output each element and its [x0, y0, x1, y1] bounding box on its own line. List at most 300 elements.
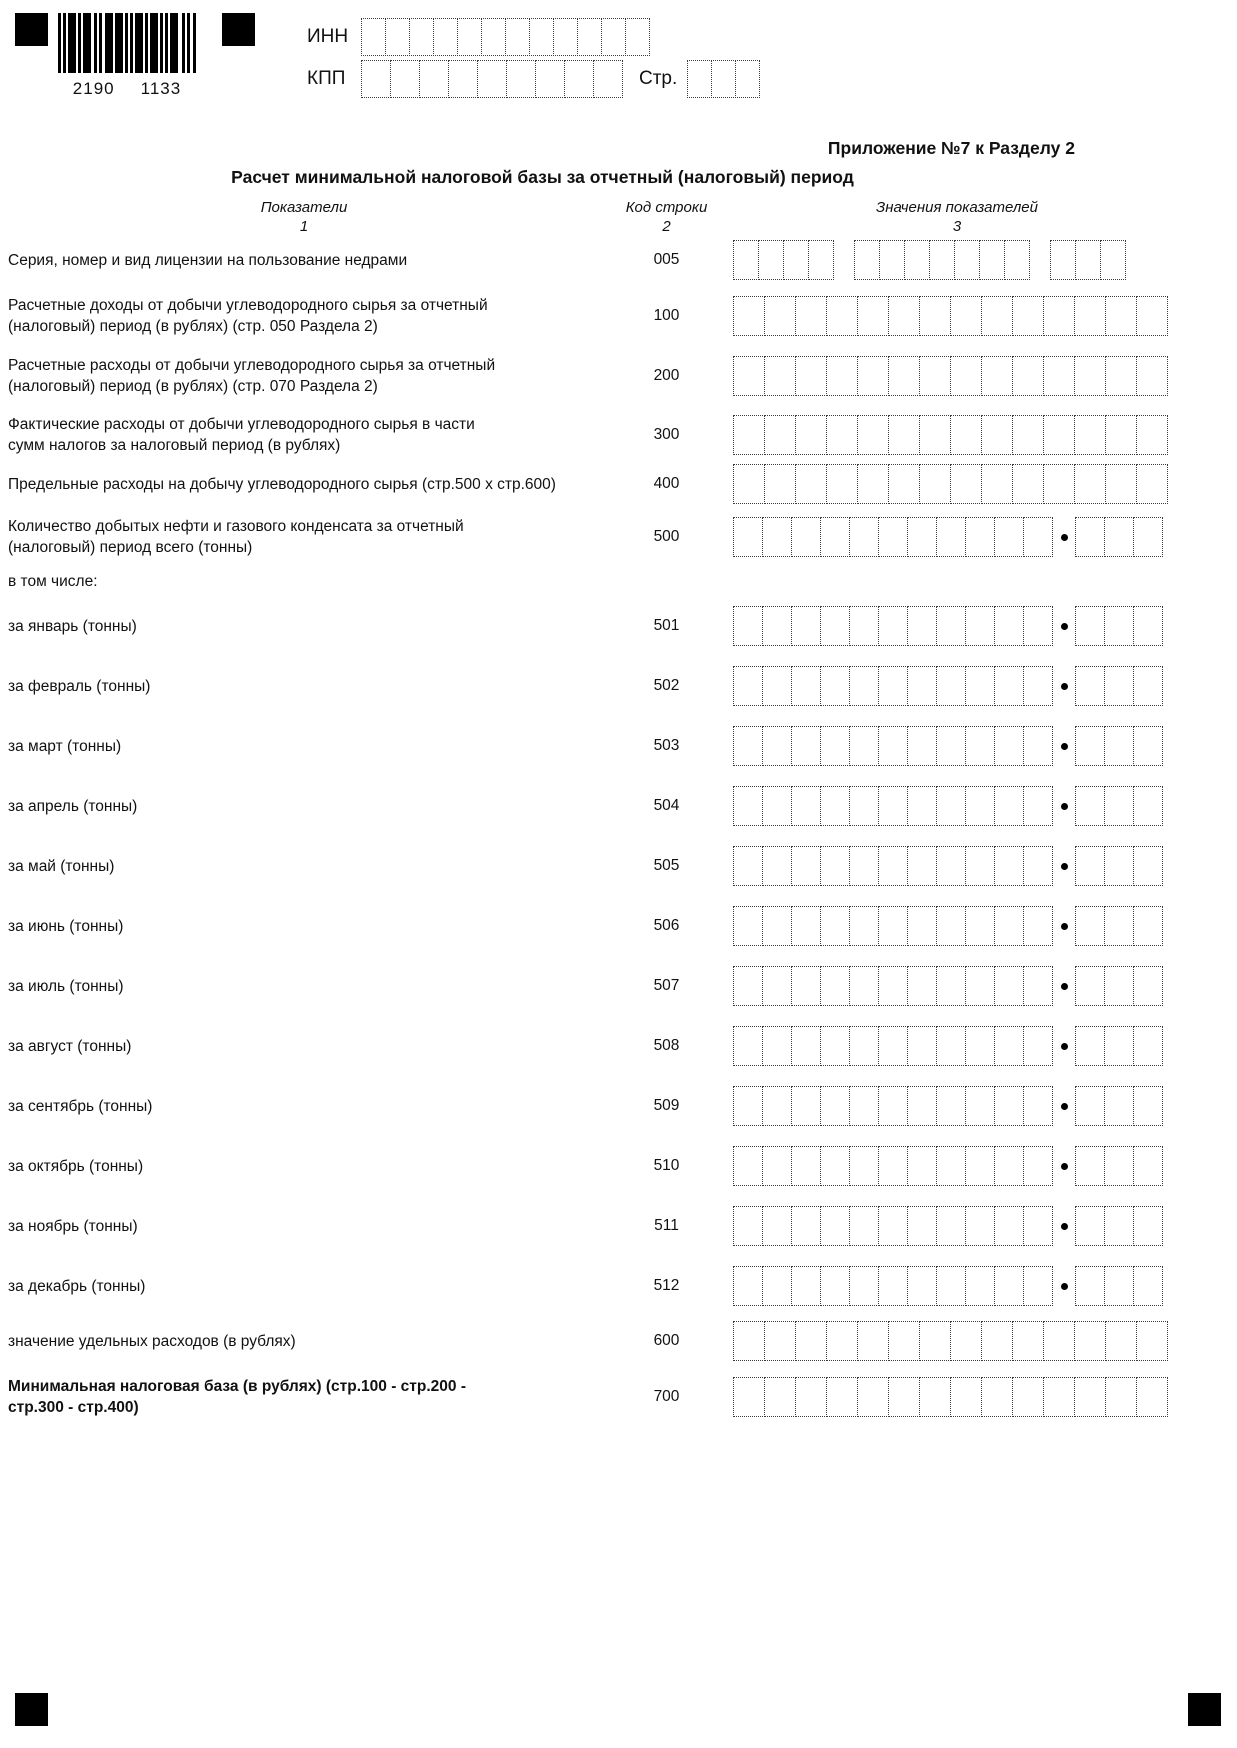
form-row-507 — [8, 966, 1229, 1006]
input-cell — [762, 606, 792, 646]
input-cell — [1105, 1377, 1137, 1417]
input-cell — [820, 966, 850, 1006]
input-cell — [878, 726, 908, 766]
input-cell — [795, 1377, 827, 1417]
row-label: Расчетные доходы от добычи углеводородного сырья за отчетный (налоговый) период (в рублях) (стр. 050 Раздела 2) — [8, 297, 488, 335]
input-cell — [965, 1146, 995, 1186]
form-row-500 — [8, 516, 1229, 558]
input-cell — [994, 1266, 1024, 1306]
input-cell — [849, 1146, 879, 1186]
value-field-507[interactable] — [733, 966, 1229, 1006]
column-header-indicators-label: Показатели — [260, 199, 348, 216]
input-cell — [1133, 846, 1163, 886]
input-cell — [936, 606, 966, 646]
appendix-heading: Приложение №7 к Разделу 2 — [827, 138, 1075, 158]
input-cell — [795, 415, 827, 455]
input-cell — [965, 786, 995, 826]
input-cell — [965, 966, 995, 1006]
input-cell — [733, 1026, 763, 1066]
column-header-values-label: Значения показателей — [875, 199, 1038, 216]
input-cell — [791, 726, 821, 766]
form-row-200 — [8, 355, 1229, 397]
input-cell — [735, 60, 760, 98]
input-cell — [762, 906, 792, 946]
kpp-field[interactable] — [361, 60, 623, 98]
input-cell — [936, 666, 966, 706]
input-cell — [1043, 356, 1075, 396]
row-label: Количество добытых нефти и газового конденсата за отчетный (налоговый) период всего (тонны) — [8, 518, 464, 556]
cell-group — [1050, 240, 1126, 280]
input-cell — [1004, 240, 1030, 280]
input-cell — [1023, 517, 1053, 557]
input-cell — [1105, 356, 1137, 396]
input-cell — [965, 846, 995, 886]
registration-mark-bottom-right — [1188, 1693, 1221, 1726]
decimal-point — [1053, 1146, 1075, 1186]
input-cell — [1023, 1206, 1053, 1246]
input-cell — [1136, 464, 1168, 504]
input-cell — [936, 1146, 966, 1186]
input-cell — [965, 1026, 995, 1066]
row-label: за сентябрь (тонны) — [8, 1097, 153, 1115]
input-cell — [808, 240, 834, 280]
input-cell — [1133, 606, 1163, 646]
input-cell — [1104, 726, 1134, 766]
input-cell — [1043, 464, 1075, 504]
input-cell — [762, 726, 792, 766]
input-cell — [820, 666, 850, 706]
input-cell — [791, 1146, 821, 1186]
input-cell — [1023, 786, 1053, 826]
inn-field[interactable] — [361, 18, 650, 56]
input-cell — [448, 60, 478, 98]
input-cell — [1136, 356, 1168, 396]
input-cell — [954, 240, 980, 280]
cell-group — [733, 464, 1168, 504]
form-row-510 — [8, 1146, 1229, 1186]
input-cell — [981, 464, 1013, 504]
input-cell — [1105, 415, 1137, 455]
input-cell — [1075, 1146, 1105, 1186]
input-cell — [907, 846, 937, 886]
input-cell — [936, 1266, 966, 1306]
input-cell — [981, 296, 1013, 336]
input-cell — [857, 1377, 889, 1417]
input-cell — [795, 356, 827, 396]
decimal-point — [1053, 1266, 1075, 1306]
input-cell — [1012, 464, 1044, 504]
cell-group — [1075, 786, 1163, 826]
form-row-400 — [8, 464, 1229, 504]
value-field-510[interactable] — [733, 1146, 1229, 1186]
input-cell — [795, 296, 827, 336]
input-cell — [1023, 726, 1053, 766]
input-cell — [950, 1377, 982, 1417]
cell-group — [1075, 966, 1163, 1006]
row-code: 503 — [653, 737, 680, 754]
input-cell — [965, 1206, 995, 1246]
decimal-point — [1053, 786, 1075, 826]
input-cell — [907, 726, 937, 766]
value-field-512[interactable] — [733, 1266, 1229, 1306]
cell-group — [733, 786, 1053, 826]
input-cell — [878, 966, 908, 1006]
input-cell — [907, 1086, 937, 1126]
input-cell — [907, 1206, 937, 1246]
cell-group — [733, 296, 1168, 336]
form-row-503 — [8, 726, 1229, 766]
input-cell — [477, 60, 507, 98]
input-cell — [1023, 1266, 1053, 1306]
input-cell — [733, 464, 765, 504]
cell-group — [733, 606, 1053, 646]
input-cell — [994, 966, 1024, 1006]
input-cell — [981, 1377, 1013, 1417]
input-cell — [764, 296, 796, 336]
input-cell — [854, 240, 880, 280]
value-field-200[interactable] — [733, 356, 1229, 396]
input-cell — [1023, 606, 1053, 646]
barcode-image — [58, 13, 196, 73]
input-cell — [994, 1086, 1024, 1126]
row-label: за февраль (тонны) — [8, 677, 151, 695]
page-number-field[interactable] — [687, 60, 760, 98]
input-cell — [1012, 415, 1044, 455]
input-cell — [936, 517, 966, 557]
value-field-501[interactable] — [733, 606, 1229, 646]
input-cell — [529, 18, 554, 56]
cell-group — [1075, 1146, 1163, 1186]
input-cell — [979, 240, 1005, 280]
input-cell — [994, 517, 1024, 557]
column-header-indicators — [8, 198, 600, 236]
value-field-500[interactable] — [733, 517, 1229, 557]
value-field-511[interactable] — [733, 1206, 1229, 1246]
row-code: 501 — [653, 617, 680, 634]
input-cell — [878, 1266, 908, 1306]
input-cell — [733, 606, 763, 646]
input-cell — [564, 60, 594, 98]
form-row-300 — [8, 414, 1229, 456]
input-cell — [888, 1377, 920, 1417]
barcode-numbers — [57, 79, 197, 99]
column-header-indicators-number: 1 — [299, 218, 309, 235]
input-cell — [1104, 906, 1134, 946]
value-field-600[interactable] — [733, 1321, 1229, 1361]
input-cell — [1075, 666, 1105, 706]
input-cell — [733, 846, 763, 886]
registration-mark-top-left — [15, 13, 48, 46]
input-cell — [762, 1086, 792, 1126]
input-cell — [936, 966, 966, 1006]
input-cell — [791, 517, 821, 557]
input-cell — [361, 60, 391, 98]
input-cell — [919, 296, 951, 336]
row-code: 300 — [653, 426, 680, 443]
row-code: 400 — [653, 475, 680, 492]
input-cell — [919, 464, 951, 504]
input-cell — [907, 1266, 937, 1306]
input-cell — [994, 606, 1024, 646]
decimal-point — [1053, 906, 1075, 946]
input-cell — [577, 18, 602, 56]
cell-group — [733, 906, 1053, 946]
input-cell — [1133, 1086, 1163, 1126]
row-code: 508 — [653, 1037, 680, 1054]
input-cell — [849, 1086, 879, 1126]
input-cell — [791, 786, 821, 826]
page-label: Стр. — [639, 68, 678, 89]
input-cell — [1012, 296, 1044, 336]
cell-group — [1075, 1026, 1163, 1066]
row-code: 510 — [653, 1157, 680, 1174]
cell-group — [854, 240, 1030, 280]
input-cell — [1075, 517, 1105, 557]
row-label: за ноябрь (тонны) — [8, 1217, 138, 1235]
input-cell — [888, 356, 920, 396]
input-cell — [791, 846, 821, 886]
input-cell — [1075, 1206, 1105, 1246]
value-field-509[interactable] — [733, 1086, 1229, 1126]
input-cell — [849, 1026, 879, 1066]
input-cell — [1023, 666, 1053, 706]
input-cell — [820, 726, 850, 766]
cell-group — [733, 240, 834, 280]
input-cell — [994, 786, 1024, 826]
row-label: Минимальная налоговая база (в рублях) (стр.100 - стр.200 - стр.300 - стр.400) — [8, 1378, 466, 1416]
input-cell — [994, 666, 1024, 706]
input-cell — [994, 906, 1024, 946]
input-cell — [820, 1266, 850, 1306]
form-row-600 — [8, 1321, 1229, 1361]
input-cell — [1050, 240, 1076, 280]
input-cell — [791, 1206, 821, 1246]
input-cell — [888, 415, 920, 455]
input-cell — [878, 1206, 908, 1246]
cell-group — [1075, 846, 1163, 886]
input-cell — [981, 415, 1013, 455]
row-label: за июнь (тонны) — [8, 917, 124, 935]
form-row-700 — [8, 1376, 1229, 1418]
row-code: 506 — [653, 917, 680, 934]
input-cell — [878, 1086, 908, 1126]
input-cell — [1075, 1266, 1105, 1306]
input-cell — [1043, 1377, 1075, 1417]
input-cell — [1074, 415, 1106, 455]
value-field-005[interactable] — [733, 240, 1229, 280]
row-code: 600 — [653, 1332, 680, 1349]
input-cell — [505, 18, 530, 56]
cell-group — [733, 666, 1053, 706]
form-row-504 — [8, 786, 1229, 826]
input-cell — [791, 1026, 821, 1066]
cell-group — [1075, 666, 1163, 706]
input-cell — [1136, 415, 1168, 455]
input-cell — [994, 1146, 1024, 1186]
input-cell — [857, 296, 889, 336]
cell-group — [733, 1321, 1168, 1361]
input-cell — [1104, 1086, 1134, 1126]
input-cell — [994, 846, 1024, 886]
value-field-506[interactable] — [733, 906, 1229, 946]
input-cell — [888, 464, 920, 504]
input-cell — [878, 606, 908, 646]
decimal-point — [1053, 517, 1075, 557]
input-cell — [849, 606, 879, 646]
input-cell — [535, 60, 565, 98]
cell-group — [733, 1377, 1168, 1417]
value-field-503[interactable] — [733, 726, 1229, 766]
input-cell — [1136, 296, 1168, 336]
input-cell — [1104, 1146, 1134, 1186]
cell-group — [1075, 726, 1163, 766]
input-cell — [764, 464, 796, 504]
row-label: значение удельных расходов (в рублях) — [8, 1332, 296, 1350]
cell-group — [733, 1026, 1053, 1066]
cell-group — [1075, 1086, 1163, 1126]
input-cell — [1104, 786, 1134, 826]
input-cell — [919, 415, 951, 455]
cell-group — [733, 356, 1168, 396]
input-cell — [878, 1146, 908, 1186]
input-cell — [965, 1086, 995, 1126]
form-row-005 — [8, 240, 1229, 280]
input-cell — [733, 356, 765, 396]
form-barcode — [57, 13, 197, 99]
value-field-508[interactable] — [733, 1026, 1229, 1066]
input-cell — [419, 60, 449, 98]
row-label: Расчетные расходы от добычи углеводородного сырья за отчетный (налоговый) период (в рублях) (стр. 070 Раздела 2) — [8, 357, 496, 395]
input-cell — [857, 415, 889, 455]
form-row-501 — [8, 606, 1229, 646]
input-cell — [888, 1321, 920, 1361]
cell-group — [733, 966, 1053, 1006]
value-field-100[interactable] — [733, 296, 1229, 336]
input-cell — [762, 966, 792, 1006]
input-cell — [849, 666, 879, 706]
input-cell — [1074, 356, 1106, 396]
input-cell — [919, 1377, 951, 1417]
input-cell — [826, 464, 858, 504]
input-cell — [1043, 415, 1075, 455]
page-title: Расчет минимальной налоговой базы за отчетный (налоговый) период — [231, 167, 854, 187]
form-row-502 — [8, 666, 1229, 706]
input-cell — [457, 18, 482, 56]
input-cell — [1023, 1086, 1053, 1126]
input-cell — [849, 786, 879, 826]
row-code: 500 — [653, 528, 680, 545]
input-cell — [764, 1377, 796, 1417]
cell-group — [1075, 606, 1163, 646]
input-cell — [783, 240, 809, 280]
input-cell — [1104, 846, 1134, 886]
input-cell — [1075, 1086, 1105, 1126]
input-cell — [733, 1266, 763, 1306]
value-field-700[interactable] — [733, 1377, 1229, 1417]
input-cell — [936, 726, 966, 766]
value-field-300[interactable] — [733, 415, 1229, 455]
input-cell — [762, 1206, 792, 1246]
input-cell — [1012, 356, 1044, 396]
input-cell — [1104, 1266, 1134, 1306]
input-cell — [888, 296, 920, 336]
input-cell — [1012, 1377, 1044, 1417]
input-cell — [764, 1321, 796, 1361]
input-cell — [795, 464, 827, 504]
kpp-label: КПП — [307, 68, 346, 89]
input-cell — [1105, 1321, 1137, 1361]
input-cell — [1104, 606, 1134, 646]
input-cell — [1133, 1266, 1163, 1306]
cell-group — [1075, 906, 1163, 946]
input-cell — [1043, 296, 1075, 336]
input-cell — [553, 18, 578, 56]
input-cell — [764, 415, 796, 455]
input-cell — [820, 1026, 850, 1066]
input-cell — [1104, 966, 1134, 1006]
input-cell — [481, 18, 506, 56]
input-cell — [1074, 1377, 1106, 1417]
input-cell — [936, 786, 966, 826]
input-cell — [1133, 1146, 1163, 1186]
input-cell — [1133, 906, 1163, 946]
value-field-504[interactable] — [733, 786, 1229, 826]
input-cell — [733, 1146, 763, 1186]
input-cell — [1104, 517, 1134, 557]
input-cell — [733, 726, 763, 766]
input-cell — [762, 517, 792, 557]
input-cell — [878, 906, 908, 946]
decimal-point — [1053, 666, 1075, 706]
input-cell — [820, 1146, 850, 1186]
cell-group — [733, 517, 1053, 557]
row-code: 507 — [653, 977, 680, 994]
cell-group — [733, 846, 1053, 886]
value-field-400[interactable] — [733, 464, 1229, 504]
input-cell — [733, 296, 765, 336]
form-row-509 — [8, 1086, 1229, 1126]
cell-group — [733, 1206, 1053, 1246]
cell-group — [361, 18, 650, 56]
input-cell — [826, 1321, 858, 1361]
input-cell — [820, 1086, 850, 1126]
row-code: 509 — [653, 1097, 680, 1114]
cell-group — [1075, 1266, 1163, 1306]
input-cell — [1023, 846, 1053, 886]
input-cell — [907, 1146, 937, 1186]
cell-group — [1075, 517, 1163, 557]
input-cell — [994, 1206, 1024, 1246]
decimal-point — [1053, 846, 1075, 886]
input-cell — [907, 606, 937, 646]
input-cell — [733, 1321, 765, 1361]
row-code: 700 — [653, 1388, 680, 1405]
input-cell — [762, 786, 792, 826]
input-cell — [1133, 966, 1163, 1006]
input-cell — [733, 240, 759, 280]
input-cell — [1075, 240, 1101, 280]
input-cell — [762, 846, 792, 886]
input-cell — [820, 606, 850, 646]
input-cell — [1105, 464, 1137, 504]
value-field-502[interactable] — [733, 666, 1229, 706]
barcode-number-right: 1133 — [140, 79, 182, 98]
value-field-505[interactable] — [733, 846, 1229, 886]
column-header-values — [733, 198, 1181, 236]
input-cell — [965, 1266, 995, 1306]
input-cell — [994, 1026, 1024, 1066]
row-code: 200 — [653, 367, 680, 384]
